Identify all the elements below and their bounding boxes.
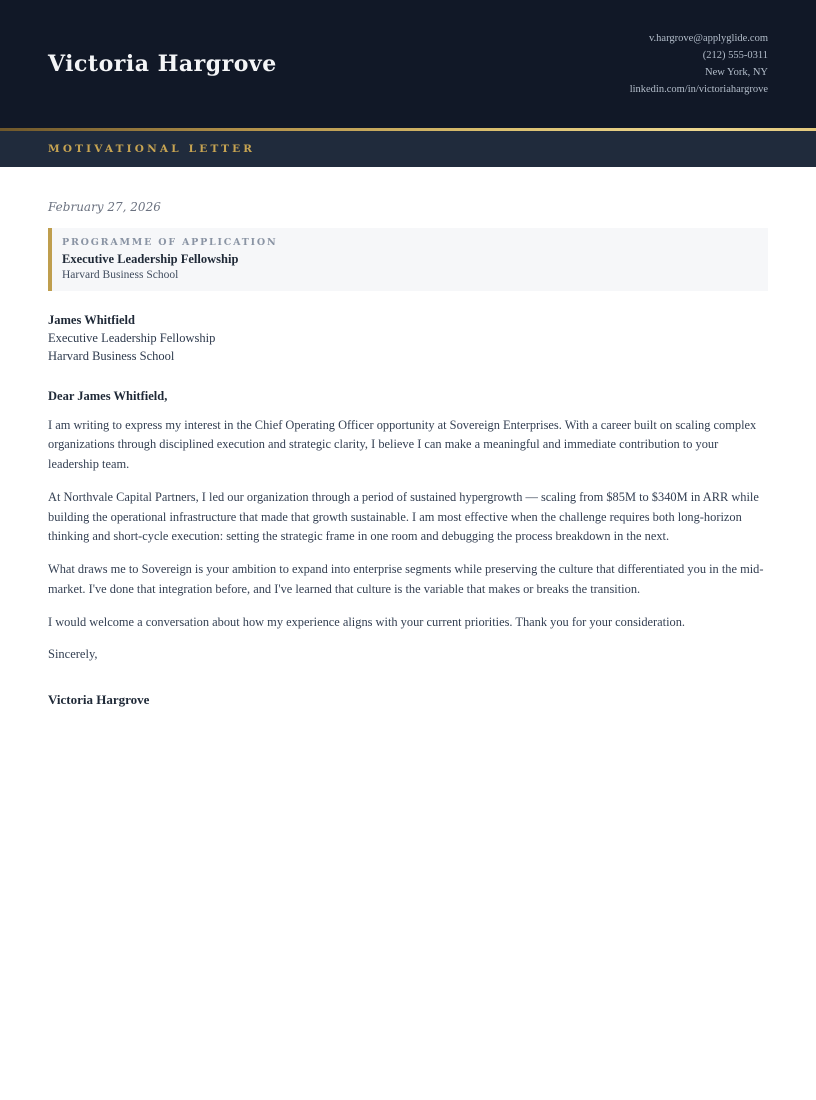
letterhead xyxy=(0,0,816,128)
programme-title: Executive Leadership Fellowship xyxy=(62,252,239,266)
body-paragraph: I am writing to express my interest in the Chief Operating Officer opportunity at Sovereign Enterprises. With a career built on scaling complex organizations through disciplined execution and strategic clarity, I believe I can make a meaningful and immediate contribution to your leadership team. xyxy=(48,418,757,471)
programme-box xyxy=(48,228,768,291)
document-type-label: MOTIVATIONAL LETTER xyxy=(48,143,256,155)
contact-linkedin: linkedin.com/in/victoriahargrove xyxy=(629,84,768,95)
closing: Sincerely, xyxy=(48,646,98,661)
programme-institution: Harvard Business School xyxy=(62,269,179,281)
programme-eyebrow: PROGRAMME OF APPLICATION xyxy=(62,237,278,248)
applicant-name: Victoria Hargrove xyxy=(48,51,277,77)
recipient-institution: Harvard Business School xyxy=(48,349,175,363)
recipient-role: Executive Leadership Fellowship xyxy=(48,331,216,345)
contact-phone: (212) 555-0311 xyxy=(702,50,768,61)
letter-date: February 27, 2026 xyxy=(48,200,161,214)
document-type-banner xyxy=(0,131,816,167)
letter-content xyxy=(0,167,816,708)
recipient-block xyxy=(48,311,768,365)
recipient-name: James Whitfield xyxy=(48,313,135,327)
body-paragraph: I would welcome a conversation about how my experience aligns with your current priorities. Thank you for your consideration. xyxy=(48,615,686,630)
contact-location: New York, NY xyxy=(704,67,768,78)
signature-name: Victoria Hargrove xyxy=(48,691,150,707)
body-paragraph: What draws me to Sovereign is your ambition to expand into enterprise segments while preserving the culture that differentiated you in the mid-market. I've done that integration before, and I've learned that culture is the variable that makes or breaks the transition. xyxy=(48,562,764,596)
salutation: Dear James Whitfield, xyxy=(48,389,168,403)
contact-block xyxy=(630,30,768,98)
contact-email: v.hargrove@applyglide.com xyxy=(648,33,768,44)
body-paragraph: At Northvale Capital Partners, I led our organization through a period of sustained hypergrowth — scaling from $85M to $340M in ARR while building the operational infrastructure that made that growth sustainable. I am most effective when the challenge requires both long-horizon thinking and short-cycle execution: setting the strategic frame in one room and debugging the process breakdown in the next. xyxy=(48,490,759,544)
